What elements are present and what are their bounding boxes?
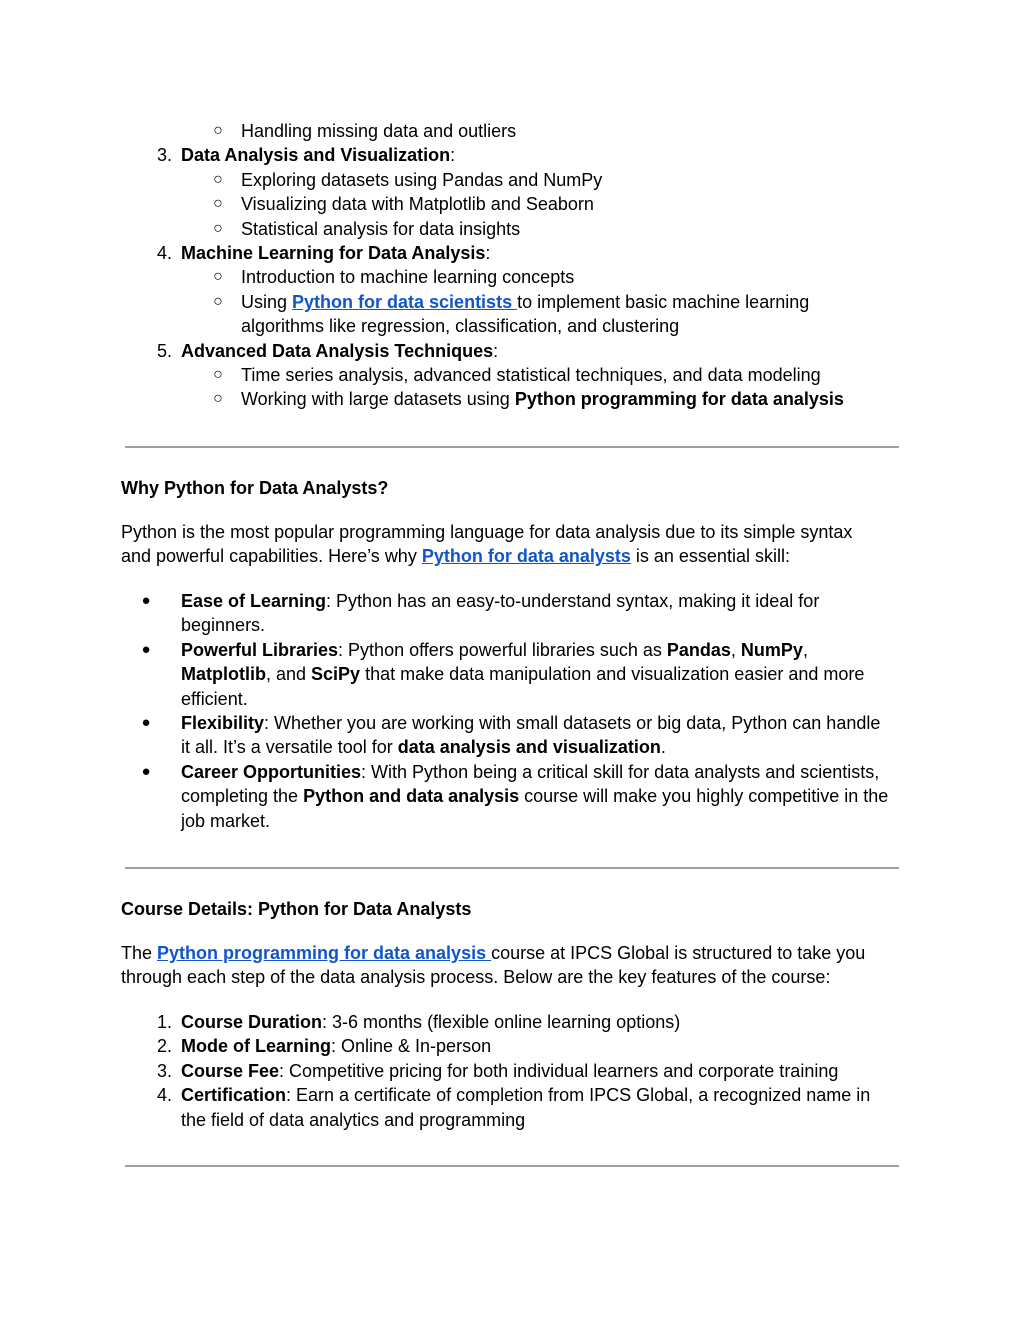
list-item: ○ Time series analysis, advanced statistical techniques, and data modeling: [0, 363, 1024, 387]
list-item-continuation: completing the Python and data analysis course will make you highly competitive in the: [181, 786, 889, 807]
circle-bullet-icon: ○: [213, 292, 223, 310]
list-item: 2. Mode of Learning: Online & In-person: [156, 1036, 492, 1057]
list-item: ● Powerful Libraries: Python offers powerful libraries such as Pandas, NumPy,: [0, 638, 1024, 662]
section-heading-course-details: Course Details: Python for Data Analysts: [121, 899, 472, 919]
list-item: 3. Course Fee: Competitive pricing for both individual learners and corporate training: [156, 1060, 839, 1081]
list-item-continuation: beginners.: [181, 615, 266, 636]
bullet-icon: ●: [141, 592, 151, 609]
list-item: 3. Data Analysis and Visualization:: [156, 145, 456, 166]
list-item: 4. Machine Learning for Data Analysis:: [156, 242, 491, 263]
list-item: 5. Advanced Data Analysis Techniques:: [156, 340, 499, 361]
python-for-data-analysts-link[interactable]: Python for data analysts: [421, 546, 631, 567]
list-item-continuation: the field of data analytics and programming: [181, 1109, 526, 1130]
horizontal-divider: [125, 1165, 899, 1167]
circle-bullet-icon: ○: [213, 170, 223, 188]
course-details-list: [0, 1010, 1024, 1132]
list-item: ○ Introduction to machine learning concepts: [0, 265, 1024, 289]
list-item-continuation: Matplotlib, and SciPy that make data manipulation and visualization easier and more: [181, 664, 865, 685]
list-item: ○ Statistical analysis for data insights: [0, 217, 1024, 241]
circle-bullet-icon: ○: [213, 122, 223, 139]
course-outline-list: [0, 119, 1024, 412]
horizontal-divider: [125, 867, 899, 869]
python-programming-for-data-analysis-link[interactable]: Python programming for data analysis: [157, 943, 492, 963]
list-item-continuation: job market.: [181, 810, 271, 831]
horizontal-divider: [125, 446, 899, 448]
list-item: 4. Certification: Earn a certificate of completion from IPCS Global, a recognized name in: [156, 1085, 871, 1106]
list-item: ○ Working with large datasets using Python programming for data analysis: [0, 387, 1024, 411]
list-item-continuation: algorithms like regression, classification, and clustering: [241, 316, 680, 337]
python-for-data-scientists-link[interactable]: Python for data scientists: [292, 291, 518, 312]
list-item: ○ Using Python for data scientists to implement basic machine learning: [0, 290, 1024, 314]
list-item: ○ Visualizing data with Matplotlib and Seaborn: [0, 192, 1024, 216]
circle-bullet-icon: ○: [213, 219, 223, 237]
list-item-continuation: it all. It’s a versatile tool for data analysis and visualization.: [181, 737, 666, 758]
why-intro-paragraph: Python is the most popular programming language for data analysis due to its simple syntax and powerful capabilities. Here’s why Python for data analysts is an essential skill:: [121, 522, 853, 567]
list-item: ○ Handling missing data and outliers: [0, 119, 1024, 143]
bullet-icon: ●: [141, 762, 151, 780]
circle-bullet-icon: ○: [213, 390, 223, 408]
bullet-icon: ●: [141, 713, 151, 731]
why-benefits-list: [0, 589, 1024, 833]
circle-bullet-icon: ○: [213, 195, 223, 213]
list-item: ● Flexibility: Whether you are working with small datasets or big data, Python can handle: [0, 711, 1024, 735]
list-item-continuation: efficient.: [181, 688, 248, 709]
list-item: 1. Course Duration: 3-6 months (flexible online learning options): [156, 1012, 681, 1032]
bullet-icon: ●: [141, 640, 151, 658]
circle-bullet-icon: ○: [213, 365, 223, 383]
section-heading-why-python: Why Python for Data Analysts?: [121, 478, 389, 498]
list-item: ● Career Opportunities: With Python being a critical skill for data analysts and scientists,: [0, 760, 1024, 784]
list-item: ○ Exploring datasets using Pandas and NumPy: [0, 168, 1024, 192]
list-item: ● Ease of Learning: Python has an easy-to-understand syntax, making it ideal for: [0, 589, 1024, 613]
course-intro-paragraph: The Python programming for data analysis course at IPCS Global is structured to take you through each step of the data analysis process. Below are the key features of the course:: [121, 943, 866, 988]
circle-bullet-icon: ○: [213, 268, 223, 286]
